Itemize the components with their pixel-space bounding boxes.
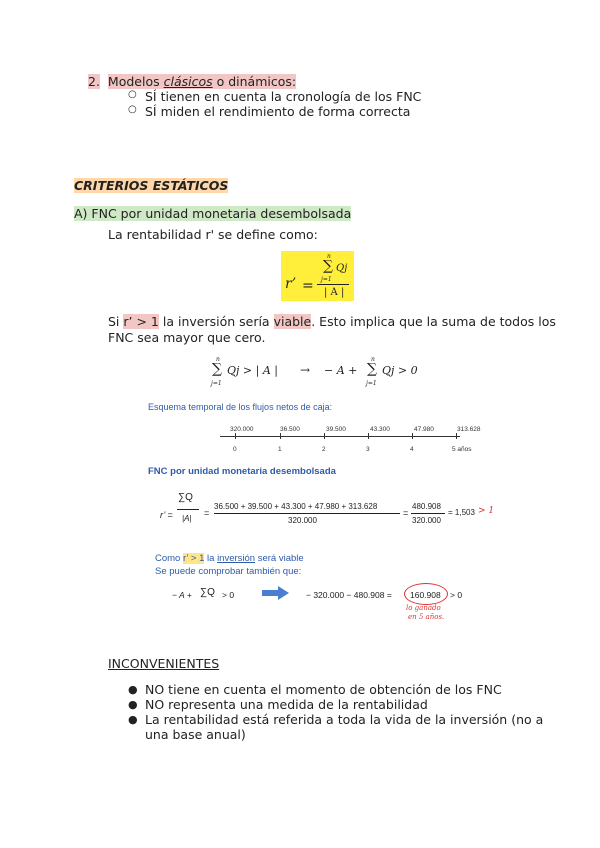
cash-flow-timeline	[220, 420, 481, 460]
period-label: 0	[233, 446, 237, 453]
conclusion-line1: Como r’ > 1 la inversión será viable	[155, 553, 304, 564]
calc-title: FNC por unidad monetaria desembolsada	[148, 466, 336, 477]
formula-sum-condition: n ∑ j=1 Qj > | A | → − A + n ∑ j=1 Qj > 0	[211, 356, 418, 387]
flow-value: 47.980	[414, 426, 434, 433]
intro-number: 2.	[88, 74, 100, 89]
schema-title: Esquema temporal de los flujos netos de caja:	[148, 402, 333, 412]
hollow-bullet-icon: ○	[128, 104, 137, 115]
section-title: CRITERIOS ESTÁTICOS	[74, 178, 229, 193]
viability-line1: Si r’ > 1 la inversión sería viable. Esto implica que la suma de todos los	[108, 314, 556, 329]
flow-value: 39.500	[326, 426, 346, 433]
timeline-axis	[220, 436, 460, 437]
flow-value: 43.300	[370, 426, 390, 433]
hollow-bullet-icon: ○	[128, 89, 137, 100]
intro-sub-item: SÍ tienen en cuenta la cronología de los FNC	[145, 89, 422, 104]
drawback-item: NO tiene en cuenta el momento de obtención de los FNC	[145, 682, 502, 697]
viability-line2: FNC sea mayor que cero.	[108, 330, 266, 345]
flow-value: 320.000	[230, 426, 254, 433]
intro-sub-item: SÍ miden el rendimiento de forma correcta	[145, 104, 411, 119]
intro-item	[88, 74, 296, 90]
handwritten-note: en 5 años.	[408, 613, 445, 621]
check-formula: − A + ∑Q > 0 − 320.000 − 480.908 = 160.908 > 0 lo ganado en 5 años.	[170, 582, 500, 626]
subsection-title: A) FNC por unidad monetaria desembolsada	[74, 206, 352, 221]
intro-models-word: clásicos	[163, 74, 213, 89]
period-label: 3	[366, 446, 370, 453]
intro-models-suffix: o dinámicos:	[212, 74, 297, 89]
bullet-icon: ●	[128, 698, 138, 711]
handwritten-note: > 1	[478, 506, 495, 516]
intro-models-prefix: Modelos	[107, 74, 164, 89]
bullet-icon: ●	[128, 713, 138, 726]
period-label: 1	[278, 446, 282, 453]
handwritten-note: lo ganado	[406, 604, 441, 612]
definition-text: La rentabilidad r' se define como:	[108, 227, 318, 242]
period-label: 4	[410, 446, 414, 453]
conclusion-line2: Se puede comprobar también que:	[155, 566, 302, 577]
arrow-right-icon	[262, 585, 290, 601]
calc-formula: r’ = ∑Q |A| = 36.500 + 39.500 + 43.300 + 47.980 + 313.628 320.000 = 480.908 320.000 = 1,503 > 1	[160, 492, 495, 525]
flow-value: 36.500	[280, 426, 300, 433]
period-label: 2	[322, 446, 326, 453]
bullet-icon: ●	[128, 683, 138, 696]
flow-value: 313.628	[457, 426, 481, 433]
drawback-item: NO representa una medida de la rentabilidad	[145, 697, 428, 712]
drawback-item: La rentabilidad está referida a toda la vida de la inversión (no a	[145, 712, 544, 727]
drawback-item-continued: una base anual)	[145, 727, 246, 742]
formula-r-definition: r’ = n ∑ Qj j=1 | A |	[281, 251, 354, 301]
drawbacks-title: INCONVENIENTES	[108, 656, 220, 671]
period-label: 5 años	[452, 446, 472, 453]
